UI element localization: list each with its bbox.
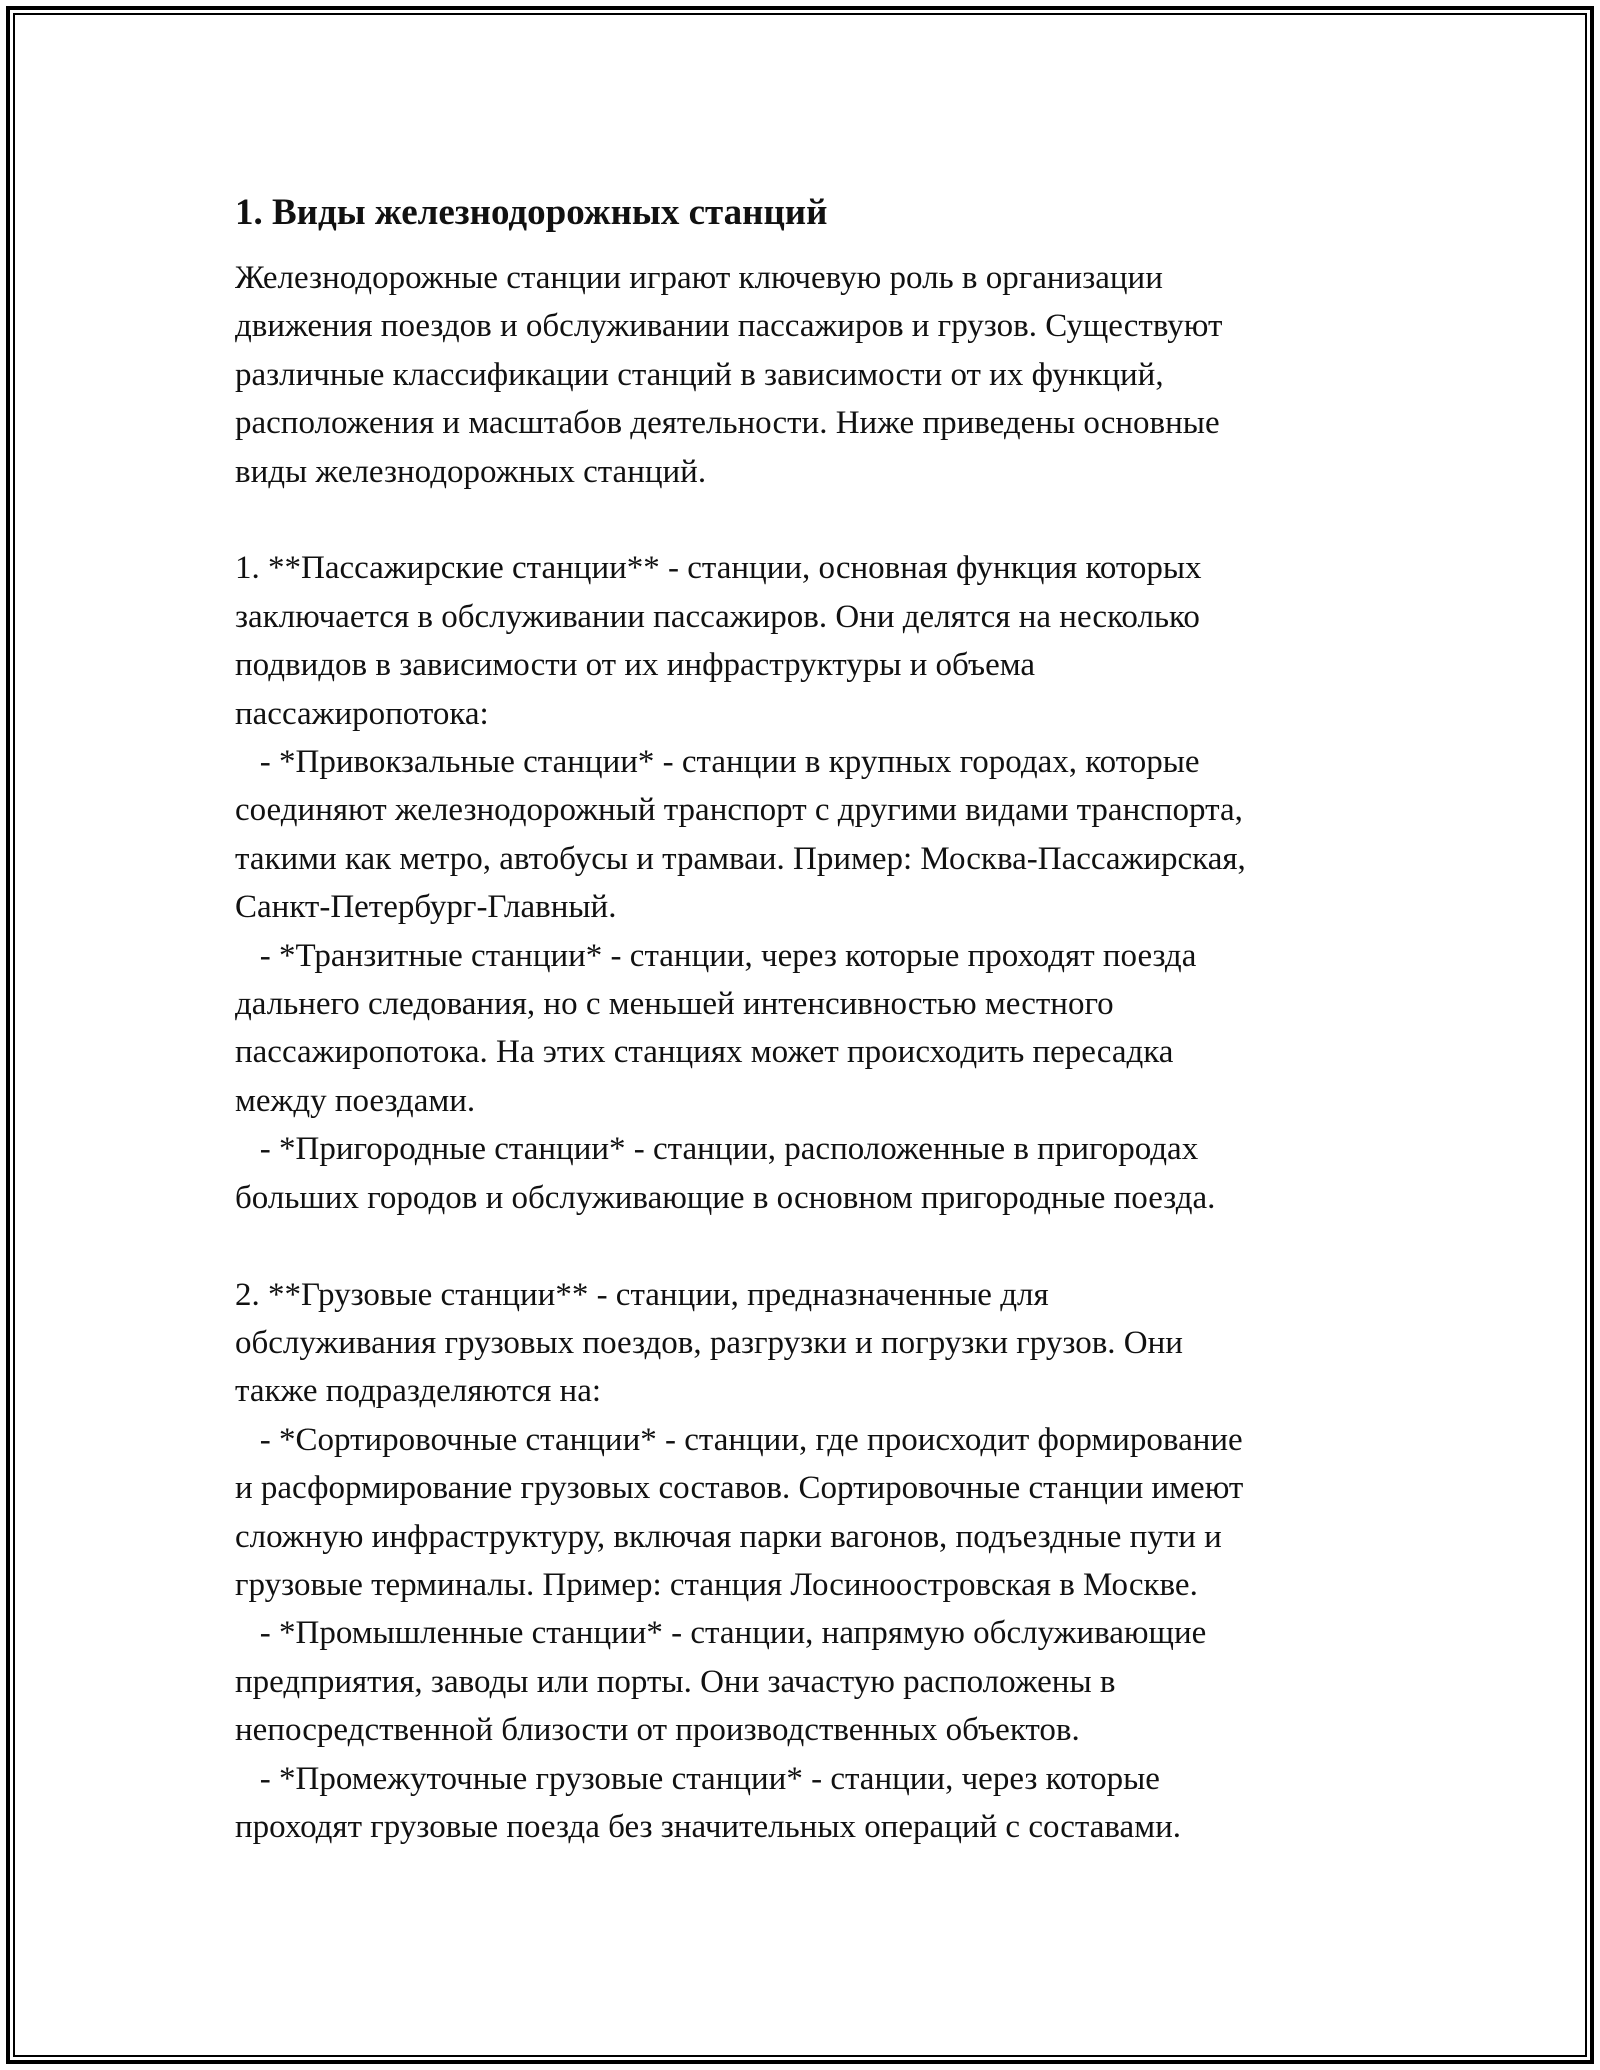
paragraph-gap	[235, 496, 1375, 544]
section2-line: грузовые терминалы. Пример: станция Лосиноостровская в Москве.	[235, 1566, 1198, 1603]
section1-line: пассажиропотока. На этих станциях может происходить пересадка	[235, 1034, 1174, 1071]
section1-line: такими как метро, автобусы и трамваи. Пример: Москва-Пассажирская,	[235, 840, 1246, 877]
section1-line: между поездами.	[235, 1082, 476, 1119]
document-page	[235, 186, 1375, 1851]
section1-line: больших городов и обслуживающие в основном пригородные поезда.	[235, 1179, 1216, 1216]
section2-line: 2. **Грузовые станции** - станции, предназначенные для	[235, 1276, 1049, 1313]
intro-line: различные классификации станций в зависимости от их функций,	[235, 356, 1164, 393]
section1-line: - *Пригородные станции* - станции, расположенные в пригородах	[235, 1131, 1199, 1168]
intro-line: Железнодорожные станции играют ключевую роль в организации	[235, 260, 1163, 296]
section2-line: - *Промышленные станции* - станции, напрямую обслуживающие	[235, 1615, 1207, 1652]
freight-stations-section	[235, 1271, 1375, 1852]
paragraph-gap	[235, 1222, 1375, 1270]
section1-line: - *Транзитные станции* - станции, через которые проходят поезда	[235, 937, 1197, 974]
section1-line: подвидов в зависимости от их инфраструктуры и объема	[235, 647, 1036, 684]
section1-line: Санкт-Петербург-Главный.	[235, 889, 617, 926]
section1-line: соединяют железнодорожный транспорт с другими видами транспорта,	[235, 792, 1243, 829]
section1-line: пассажиропотока:	[235, 695, 489, 732]
section1-line: дальнего следования, но с меньшей интенсивностью местного	[235, 986, 1114, 1023]
section1-line: 1. **Пассажирские станции** - станции, основная функция которых	[235, 550, 1202, 587]
intro-line: расположения и масштабов деятельности. Ниже приведены основные	[235, 405, 1220, 442]
intro-line: движения поездов и обслуживании пассажиров и грузов. Существуют	[235, 308, 1223, 345]
section1-line: заключается в обслуживании пассажиров. Они делятся на несколько	[235, 598, 1200, 635]
section2-line: также подразделяются на:	[235, 1373, 602, 1410]
section2-line: сложную инфраструктуру, включая парки вагонов, подъездные пути и	[235, 1518, 1222, 1555]
section2-line: обслуживания грузовых поездов, разгрузки и погрузки грузов. Они	[235, 1324, 1183, 1361]
document-title: 1. Виды железнодорожных станций	[235, 192, 828, 233]
section2-line: - *Сортировочные станции* - станции, где происходит формирование	[235, 1421, 1243, 1458]
section2-line: непосредственной близости от производственных объектов.	[235, 1712, 1080, 1749]
section2-line: проходят грузовые поезда без значительных операций с составами.	[235, 1808, 1181, 1845]
section2-line: предприятия, заводы или порты. Они зачастую расположены в	[235, 1663, 1116, 1700]
section2-line: и расформирование грузовых составов. Сортировочные станции имеют	[235, 1470, 1244, 1507]
passenger-stations-section	[235, 544, 1375, 1222]
intro-line: виды железнодорожных станций.	[235, 453, 707, 490]
section2-line: - *Промежуточные грузовые станции* - станции, через которые	[235, 1760, 1160, 1797]
intro-paragraph	[235, 254, 1375, 496]
section1-line: - *Привокзальные станции* - станции в крупных городах, которые	[235, 744, 1200, 781]
